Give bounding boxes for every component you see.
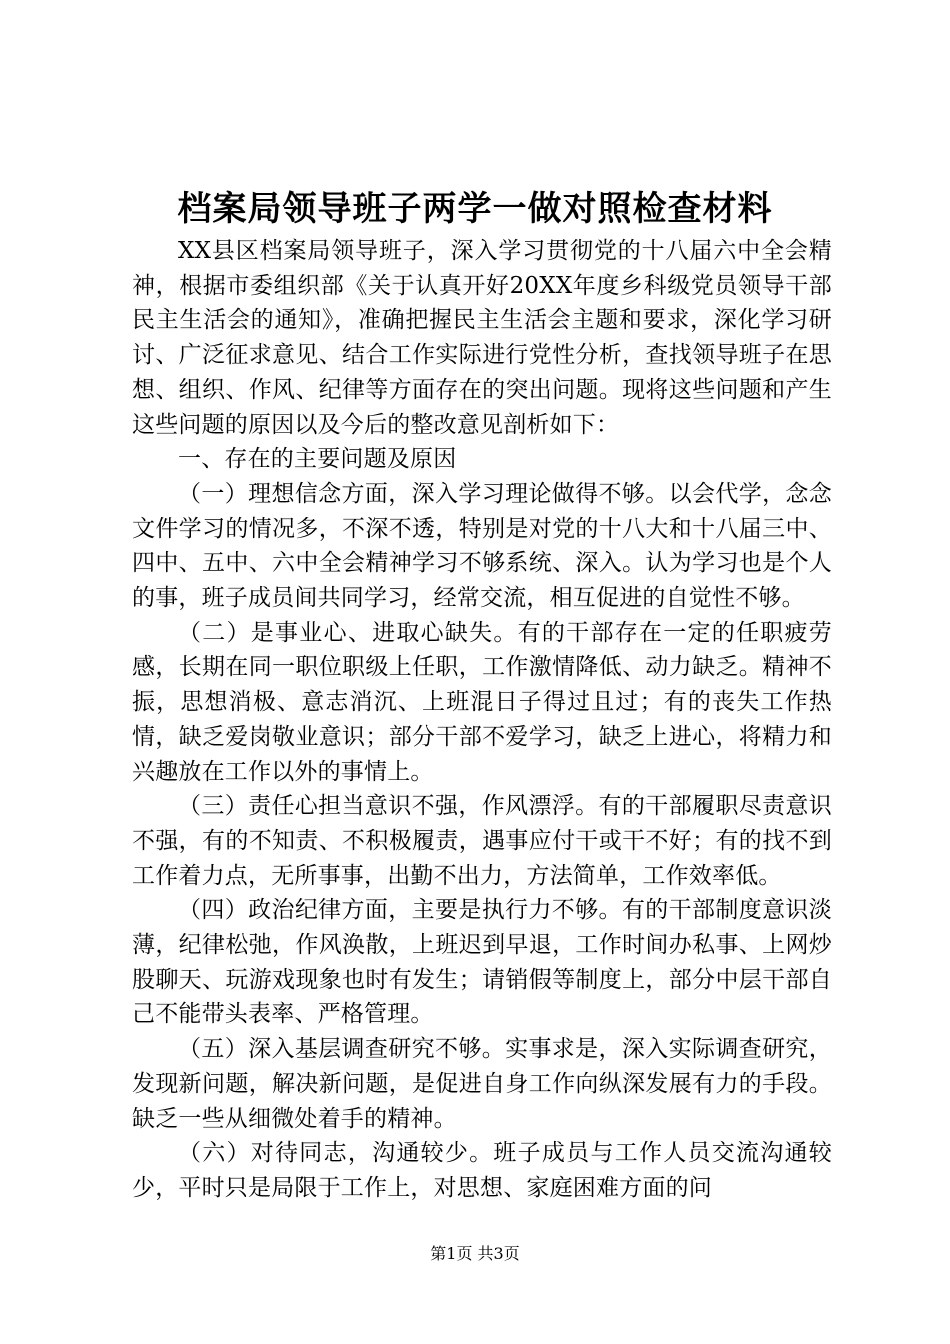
issue-paragraph-5: （五）深入基层调查研究不够。实事求是，深入实际调查研究，发现新问题，解决新问题，是促进自身工作向纵深发展有力的手段。缺乏一些从细微处着手的精神。 [132, 1036, 832, 1132]
intro-paragraph: XX县区档案局领导班子，深入学习贯彻党的十八届六中全会精神，根据市委组织部《关于认真开好20XX年度乡科级党员领导干部民主生活会的通知》，准确把握民主生活会主题和要求，深化学习研讨、广泛征求意见、结合工作实际进行党性分析，查找领导班子在思想、组织、作风、纪律等方面存在的突出问题。现将这些问题和产生这些问题的原因以及今后的整改意见剖析如下： [132, 238, 832, 438]
issue-paragraph-2: （二）是事业心、进取心缺失。有的干部存在一定的任职疲劳感，长期在同一职位职级上任职，工作激情降低、动力缺乏。精神不振，思想消极、意志消沉、上班混日子得过且过；有的丧失工作热情，缺乏爱岗敬业意识；部分干部不爱学习，缺乏上进心，将精力和兴趣放在工作以外的事情上。 [132, 619, 832, 785]
issue-paragraph-3: （三）责任心担当意识不强，作风漂浮。有的干部履职尽责意识不强，有的不知责、不积极履责，遇事应付干或干不好；有的找不到工作着力点，无所事事，出勤不出力，方法简单，工作效率低。 [132, 793, 832, 889]
page-number-footer: 第1页 共3页 [430, 1244, 520, 1263]
section-heading: 一、存在的主要问题及原因 [178, 446, 457, 473]
issue-paragraph-4: （四）政治纪律方面，主要是执行力不够。有的干部制度意识淡薄，纪律松弛，作风涣散，上班迟到早退，工作时间办私事、上网炒股聊天、玩游戏现象也时有发生；请销假等制度上，部分中层干部自己不能带头表率、严格管理。 [132, 897, 832, 1028]
document-body [132, 234, 832, 1206]
issue-paragraph-1: （一）理想信念方面，深入学习理论做得不够。以会代学，念念文件学习的情况多，不深不透，特别是对党的十八大和十八届三中、四中、五中、六中全会精神学习不够系统、深入。认为学习也是个人的事，班子成员间共同学习，经常交流，相互促进的自觉性不够。 [132, 480, 832, 612]
document-title: 档案局领导班子两学一做对照检查材料 [177, 189, 773, 229]
issue-paragraph-6: （六）对待同志，沟通较少。班子成员与工作人员交流沟通较少，平时只是局限于工作上，对思想、家庭困难方面的问 [132, 1140, 832, 1201]
